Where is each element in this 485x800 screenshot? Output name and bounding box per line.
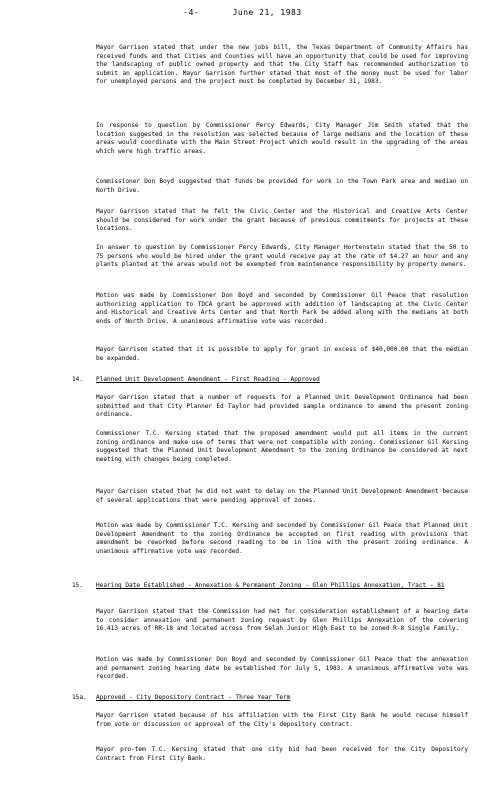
item-number: 14. bbox=[72, 376, 84, 383]
paragraph: Mayor Garrison stated that he did not want to delay on the Planned Unit Development Amendment because of several applications that were pending approval of zones. bbox=[96, 488, 468, 504]
paragraph: Commissioner Don Boyd suggested that funds be provided for work in the Town Park area and median on North Drive. bbox=[96, 178, 468, 194]
item-number: 15. bbox=[72, 582, 84, 589]
paragraph: Mayor Garrison stated that it is possible to apply for grant in excess of $40,000.00 that the median be expanded. bbox=[96, 346, 468, 362]
paragraph: Motion was made by Commissioner T.C. Kersing and seconded by Commissioner Gil Peace that Planned Unit Development Amendment to the zoning Ordinance be accepted on first reading with provisions that amendment be reworked before second reading to be in line with the present zoning ordinance. A unanimous affirmative vote was recorded. bbox=[96, 522, 468, 555]
paragraph: Motion was made by Commissioner Don Boyd and seconded by Commissioner Gil Peace that resolution authorizing application to TDCA grant be approved with addition of landscaping at the Civic Center and Historical and Creative Arts Center and that North Park be added along with the medians at both ends of North Drive. A unanimous affirmative vote was recorded. bbox=[96, 292, 468, 325]
item-number: 15a. bbox=[72, 694, 87, 701]
item-title bbox=[96, 582, 468, 591]
paragraph: Mayor Garrison stated that the Commission had met for consideration establishment of a hearing date to consider annexation and permanent zoning request by Glen Phillips Annexation of the covering 16.413 acres of RR-18 and located across from Selah Junior High East to be zoned R-8 Single Family. bbox=[96, 608, 468, 633]
paragraph: In response to question by Commissioner Percy Edwards, City Manager Jim Smith stated that the location suggested in the resolution was selected because of large medians and the location of these areas would coordinate with the Main Street Project which would result in the upgrading of the areas which were high traffic areas. bbox=[96, 122, 468, 155]
item-title-text: Hearing Date Established - Annexation & Permanent Zoning - Glen Phillips Annexation, Tract - 81 bbox=[96, 582, 445, 589]
paragraph: Mayor Garrison stated because of his affiliation with the First City Bank he would recuse himself from vote or discussion or approval of the City's depository contract. bbox=[96, 712, 468, 728]
item-title bbox=[96, 376, 468, 385]
paragraph: Commissioner T.C. Kersing stated that the proposed amendment would put all items in the current zoning ordinance and make use of terms that were not compatible with zoning. Commissioner Gil Kersing suggested that the Planned Unit Development Amendment to the zoning Ordinance be considered at next meeting with changes being completed. bbox=[96, 430, 468, 463]
paragraph: Mayor Garrison stated that a number of requests for a Planned Unit Development Ordinance had been submitted and that City Planner Ed Taylor had provided sample ordinance to amend the present zoning ordinance. bbox=[96, 394, 468, 419]
page-header bbox=[0, 8, 485, 17]
paragraph: In answer to question by Commissioner Percy Edwards, City Manager Hortenstein stated that the 50 to 75 persons who would be hired under the grant would receive pay at the rate of $4.27 an hour and any plants planted at the areas would not be exempted from maintenance responsibility by property owners. bbox=[96, 244, 468, 269]
item-title bbox=[96, 694, 468, 703]
meeting-date: June 21, 1983 bbox=[232, 8, 302, 17]
paragraph: Mayor Garrison stated that under the new jobs bill, the Texas Department of Community Affairs has received funds and that Cities and Counties will have an opportunity that could be used for improving the landscaping of public owned property and that the City Staff has recommended authorization to submit an application. Mayor Garrison further stated that most of the money must be used for labor for unemployed persons and the project must be completed by December 31, 1983. bbox=[96, 44, 468, 86]
paragraph: Motion was made by Commissioner Don Boyd and seconded by Commissioner Gil Peace that the annexation and permanent zoning hearing date be established for July 5, 1983. A unanimous affirmative vote was recorded. bbox=[96, 656, 468, 681]
paragraph: Mayor pro-tem T.C. Kersing stated that one city bid had been received for the City Depository Contract from First City Bank. bbox=[96, 746, 468, 762]
item-title-text: Planned Unit Development Amendment - First Reading - Approved bbox=[96, 376, 320, 383]
page-number: -4- bbox=[183, 8, 200, 17]
item-title-text: Approved - City Depository Contract - Three Year Term bbox=[96, 694, 291, 701]
paragraph: Mayor Garrison stated that he felt the Civic Center and the Historical and Creative Arts Center should be considered for work under the grant because of previous commitments for projects at these locations. bbox=[96, 208, 468, 233]
